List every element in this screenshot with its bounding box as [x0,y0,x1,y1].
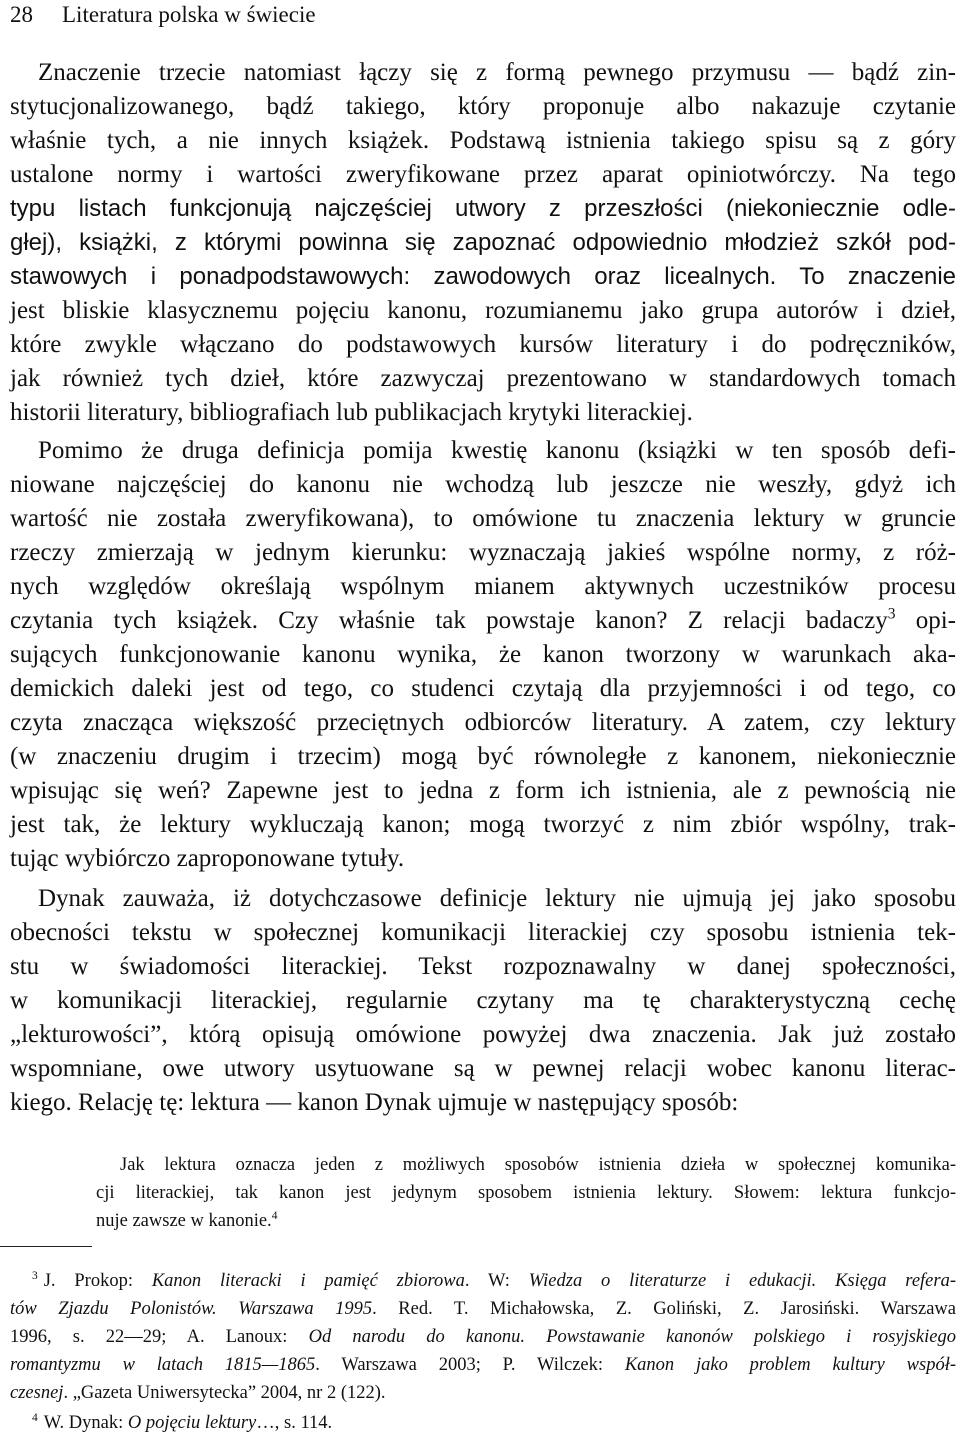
block-quote-line [96,1208,956,1234]
body-line: wartość nie została zweryfikowana), to omówione tu znaczenia lektury w gruncie [10,505,956,532]
footnote-line: czesnej. „Gazeta Uniwersytecka” 2004, nr 2 (122). [10,1383,386,1403]
body-line-text: czytania tych książek. Czy właśnie tak powstaje kanon? Z relacji badaczy [10,607,888,634]
block-quote-line: Jak lektura oznacza jeden z możliwych sposobów istnienia dzieła w społecznej komunika- [120,1155,956,1175]
page-number: 28 [10,2,33,27]
body-line: jest tak, że lektury wykluczają kanon; mogą tworzyć z nim zbiór wspólny, trak- [10,811,956,838]
body-line: które zwykle włączano do podstawowych kursów literatury i do podręczników, [10,331,956,358]
footnote-ref-3[interactable]: 3 [887,605,896,623]
body-line: sujących funkcjonowanie kanonu wynika, że kanon tworzony w warunkach aka- [10,641,956,668]
body-line: Pomimo że druga definicja pomija kwestię kanonu (książki w ten sposób defi- [38,437,956,464]
body-line: nych względów określają wspólnym mianem aktywnych uczestników procesu [10,573,956,600]
block-quote-text: nuje zawsze w kanonie. [96,1211,272,1231]
block-quote-line: cji literackiej, tak kanon jest jedynym sposobem istnienia lektury. Słowem: lektura funkcjo- [96,1183,956,1203]
body-line: czyta znacząca większość przeciętnych odbiorców literatury. A zatem, czy lektury [10,709,956,736]
footnote-line: 1996, s. 22—29; A. Lanoux: Od narodu do kanonu. Powstawanie kanonów polskiego i rosyjskiego [10,1327,956,1347]
footnote-line: romantyzmu w latach 1815—1865. Warszawa 2003; P. Wilczek: Kanon jako problem kultury współ- [10,1355,956,1375]
body-line: Znaczenie trzecie natomiast łączy się z formą pewnego przymusu — bądź zin- [38,59,956,86]
footnote-number: 4 [32,1411,38,1424]
body-line: stawowych i ponadpodstawowych: zawodowych oraz licealnych. To znaczenie [10,263,956,290]
body-line: obecności tekstu w społecznej komunikacji literackiej czy sposobu istnienia tek- [10,919,956,946]
body-line: głej), książki, z którymi powinna się zapoznać odpowiednio młodzież szkół pod- [10,229,956,256]
body-line: Dynak zauważa, iż dotychczasowe definicje lektury nie ujmują jej jako sposobu [38,885,956,912]
body-line: ustalone normy i wartości zweryfikowane przez aparat opiniotwórczy. Na tego [10,161,956,188]
footnote-number: 3 [32,1269,38,1282]
body-line: niowane najczęściej do kanonu nie wchodzą lub jeszcze nie weszły, gdyż ich [10,471,956,498]
running-header [10,0,316,30]
footnote-separator [0,1246,92,1247]
body-line: kiego. Relację tę: lektura — kanon Dynak ujmuje w następujący sposób: [10,1089,739,1116]
body-line: jest bliskie klasycznemu pojęciu kanonu, rozumianemu jako grupa autorów i dzieł, [10,297,956,324]
body-line: „lekturowości”, którą opisują omówione powyżej dwa znaczenia. Jak już zostało [10,1021,956,1048]
footnote-line: $^4$ W. Dynak: O pojęciu lektury…, s. 114. [32,1411,333,1433]
body-line: jak również tych dzieł, które zazwyczaj prezentowano w standardowych tomach [10,365,956,392]
body-line: (w znaczeniu drugim i trzecim) mogą być równoległe z kanonem, niekoniecznie [10,743,956,770]
footnote-line: tów Zjazdu Polonistów. Warszawa 1995. Red. T. Michałowska, Z. Goliński, Z. Jarosiński. Warszawa [10,1299,956,1319]
body-line: demickich daleki jest od tego, co studenci czytają dla przyjemności i od tego, co [10,675,956,702]
body-line-text: opi- [915,607,956,634]
body-line: w komunikacji literackiej, regularnie czytany ma tę charakterystyczną cechę [10,987,956,1014]
running-title: Literatura polska w świecie [62,2,316,27]
footnote-line: $^3$ J. Prokop: Kanon literacki i pamięć zbiorowa. W: Wiedza o literaturze i edukacji. Księga refera- [32,1269,956,1291]
body-line: właśnie tych, a nie innych książek. Podstawą istnienia takiego spisu są z góry [10,127,956,154]
body-line: stytucjonalizowanego, bądź takiego, który proponuje albo nakazuje czytanie [10,93,956,120]
body-line-with-footnote-ref [10,604,956,638]
body-line: rzeczy zmierzają w jednym kierunku: wyznaczają jakieś wspólne normy, z róż- [10,539,956,566]
body-line: wpisując się weń? Zapewne jest to jedna z form ich istnienia, ale z pewnością nie [10,777,956,804]
body-line: tując wybiórczo zaproponowane tytuły. [10,845,405,872]
body-line: typu listach funkcjonują najczęściej utwory z przeszłości (niekoniecznie odle- [10,195,956,222]
footnote-ref-4[interactable]: 4 [271,1209,278,1222]
body-line: wspomniane, owe utwory usytuowane są w pewnej relacji wobec kanonu literac- [10,1055,956,1082]
body-line: stu w świadomości literackiej. Tekst rozpoznawalny w danej społeczności, [10,953,956,980]
body-line: historii literatury, bibliografiach lub publikacjach krytyki literackiej. [10,399,693,426]
